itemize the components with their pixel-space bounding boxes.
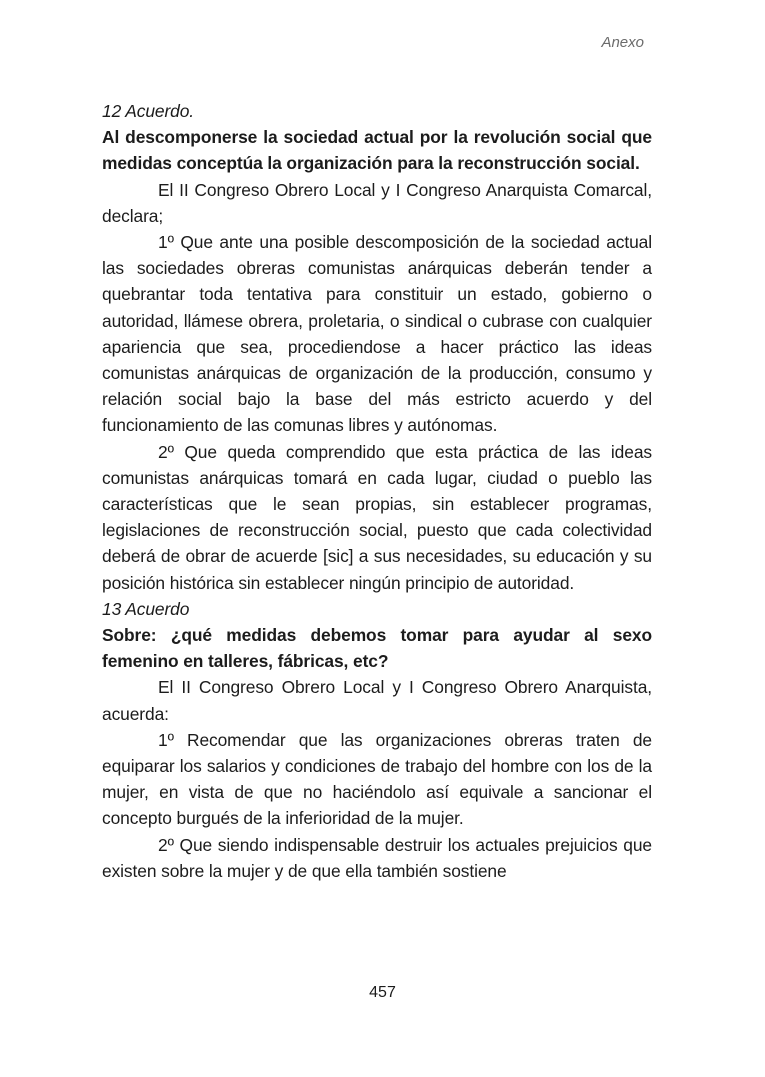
- paragraph: 2º Que siendo indispensable destruir los actuales prejuicios que existen sobre la mujer y de que ella también sostiene: [102, 834, 652, 881]
- section-question: Sobre: ¿qué medidas debemos tomar para ayudar al sexo femenino en talleres, fábricas, etc?: [102, 625, 652, 672]
- paragraph: 1º Que ante una posible descomposición de la sociedad actual las sociedades obreras comunistas anárquicas deberán tender a quebrantar toda tentativa para constituir un estado, gobierno o autoridad, llámese obrera, proletaria, o sindical o cubrase con cualquier apariencia que sea, procediendose a hacer práctico las ideas comunistas anárquicas de organización de la producción, consumo y relación social bajo la base del más estricto acuerdo y del funcionamiento de las comunas libres y autónomas.: [102, 232, 652, 436]
- section-title: 12 Acuerdo.: [102, 101, 195, 121]
- paragraph: 2º Que queda comprendido que esta práctica de las ideas comunistas anárquicas tomará en cada lugar, ciudad o pueblo las características que le sean propias, sin establecer programas, legislaciones de reconstrucción social, puesto que cada colectividad deberá de obrar de acuerde [sic] a sus necesidades, su educación y su posición histórica sin establecer ningún principio de autoridad.: [102, 441, 652, 593]
- paragraph: El II Congreso Obrero Local y I Congreso Anarquista Comarcal, declara;: [102, 179, 652, 226]
- page-body: [102, 98, 652, 884]
- section-question: Al descomponerse la sociedad actual por la revolución social que medidas conceptúa la organización para la reconstrucción social.: [102, 127, 652, 174]
- section-acuerdo-13: [102, 596, 652, 884]
- running-header: Anexo: [601, 34, 644, 51]
- section-title: 13 Acuerdo: [102, 598, 190, 619]
- paragraph: El II Congreso Obrero Local y I Congreso Obrero Anarquista, acuerda:: [102, 677, 652, 724]
- paragraph: 1º Recomendar que las organizaciones obreras traten de equiparar los salarios y condiciones de trabajo del hombre con los de la mujer, en vista de que no haciéndolo así equivale a sancionar el concepto burgués de la inferioridad de la mujer.: [102, 729, 652, 829]
- section-acuerdo-12: [102, 98, 652, 596]
- page-number: 457: [369, 984, 396, 1001]
